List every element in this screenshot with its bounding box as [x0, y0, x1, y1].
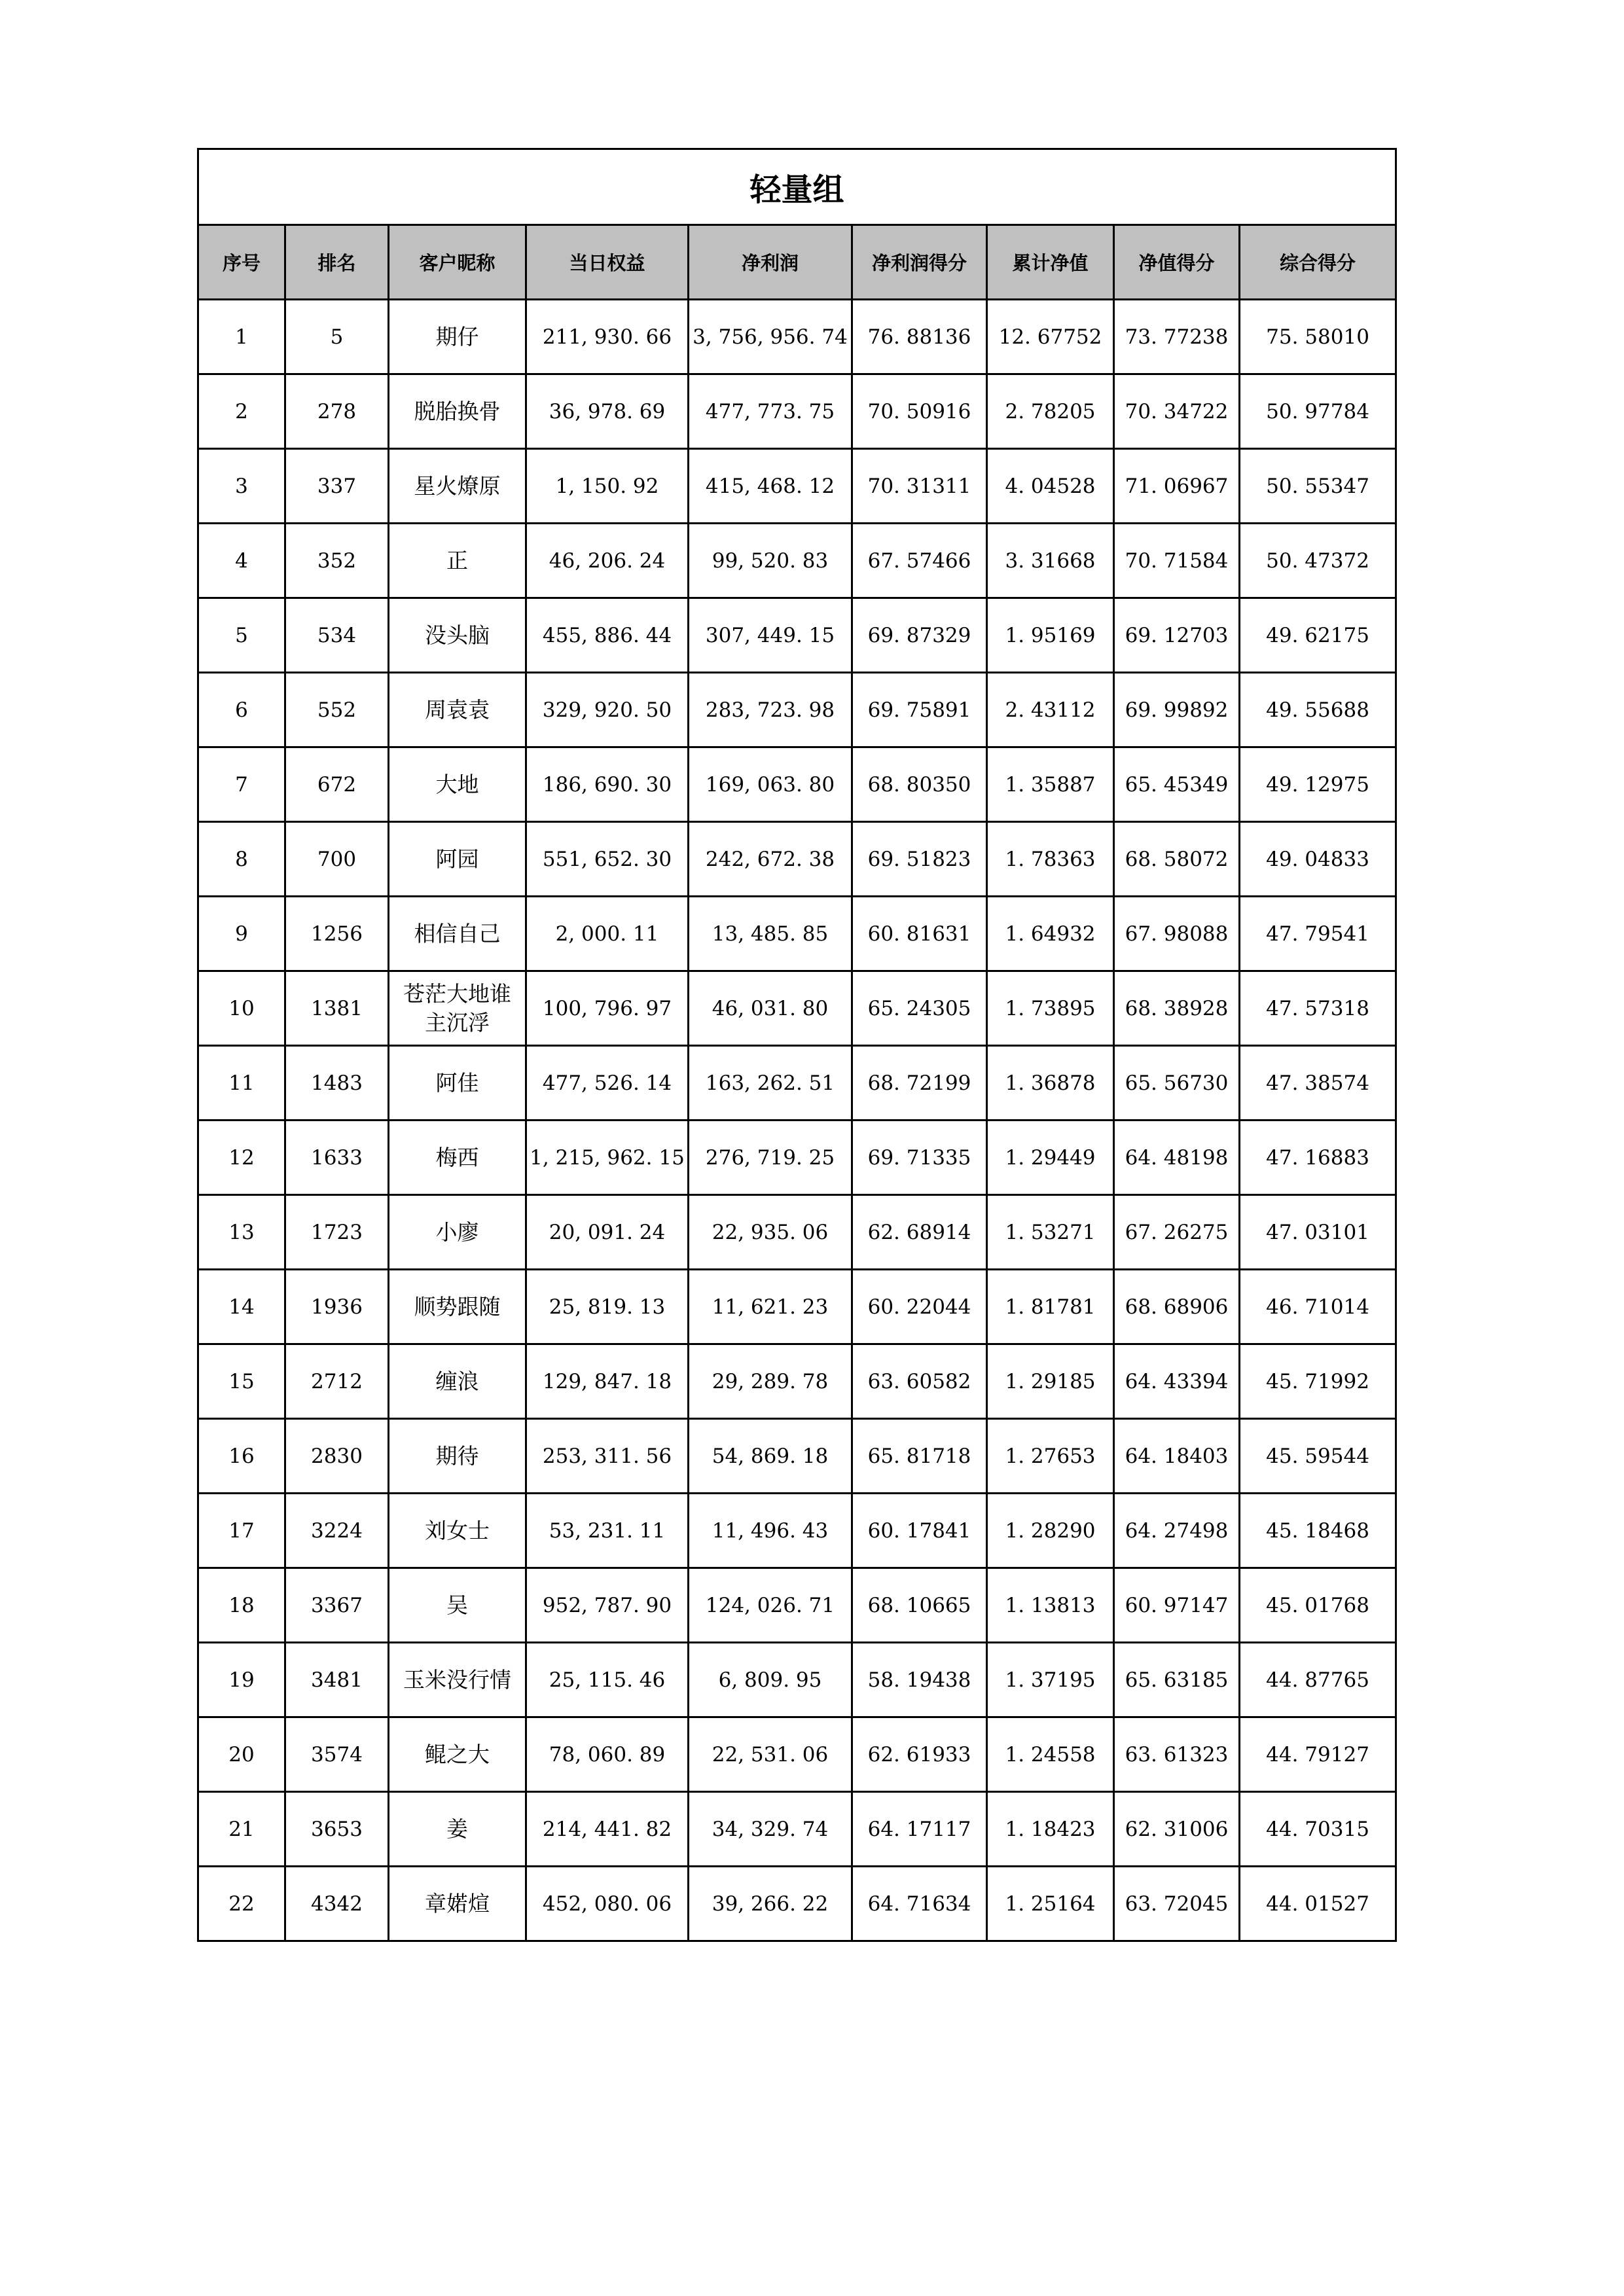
cell-cumulative-nav: 2. 78205: [987, 374, 1114, 449]
cell-rank: 672: [285, 747, 389, 822]
cell-equity: 1, 150. 92: [526, 449, 689, 524]
table-row: [198, 1195, 1396, 1270]
cell-rank: 2712: [285, 1344, 389, 1419]
cell-equity: 46, 206. 24: [526, 524, 689, 598]
cell-seq: 4: [198, 524, 285, 598]
cell-total-score: 44. 70315: [1240, 1792, 1396, 1867]
column-header-seq: 序号: [198, 225, 285, 300]
column-header-total-score: 综合得分: [1240, 225, 1396, 300]
table-row: [198, 897, 1396, 971]
table-row: [198, 598, 1396, 673]
cell-seq: 20: [198, 1717, 285, 1792]
cell-rank: 4342: [285, 1867, 389, 1941]
cell-seq: 19: [198, 1643, 285, 1717]
cell-net-profit: 99, 520. 83: [689, 524, 852, 598]
cell-seq: 6: [198, 673, 285, 747]
cell-profit-score: 62. 68914: [852, 1195, 987, 1270]
cell-equity: 2, 000. 11: [526, 897, 689, 971]
cell-nav-score: 70. 34722: [1114, 374, 1240, 449]
cell-profit-score: 58. 19438: [852, 1643, 987, 1717]
cell-nickname: 顺势跟随: [389, 1270, 526, 1344]
cell-seq: 13: [198, 1195, 285, 1270]
cell-equity: 1, 215, 962. 15: [526, 1121, 689, 1195]
cell-nav-score: 65. 56730: [1114, 1046, 1240, 1121]
cell-total-score: 50. 47372: [1240, 524, 1396, 598]
cell-net-profit: 46, 031. 80: [689, 971, 852, 1046]
cell-nickname: 刘女士: [389, 1494, 526, 1568]
cell-nickname: 周袁袁: [389, 673, 526, 747]
cell-cumulative-nav: 1. 36878: [987, 1046, 1114, 1121]
cell-cumulative-nav: 4. 04528: [987, 449, 1114, 524]
cell-nav-score: 65. 45349: [1114, 747, 1240, 822]
cell-equity: 129, 847. 18: [526, 1344, 689, 1419]
cell-equity: 100, 796. 97: [526, 971, 689, 1046]
cell-seq: 1: [198, 300, 285, 374]
cell-rank: 3224: [285, 1494, 389, 1568]
cell-cumulative-nav: 1. 24558: [987, 1717, 1114, 1792]
cell-net-profit: 6, 809. 95: [689, 1643, 852, 1717]
cell-profit-score: 68. 80350: [852, 747, 987, 822]
cell-profit-score: 65. 81718: [852, 1419, 987, 1494]
cell-cumulative-nav: 1. 27653: [987, 1419, 1114, 1494]
cell-seq: 8: [198, 822, 285, 897]
table-row: [198, 1867, 1396, 1941]
cell-rank: 337: [285, 449, 389, 524]
cell-cumulative-nav: 1. 53271: [987, 1195, 1114, 1270]
cell-nav-score: 68. 58072: [1114, 822, 1240, 897]
cell-net-profit: 477, 773. 75: [689, 374, 852, 449]
cell-seq: 18: [198, 1568, 285, 1643]
cell-profit-score: 68. 10665: [852, 1568, 987, 1643]
cell-rank: 2830: [285, 1419, 389, 1494]
table-row: [198, 1046, 1396, 1121]
cell-cumulative-nav: 3. 31668: [987, 524, 1114, 598]
cell-nav-score: 64. 18403: [1114, 1419, 1240, 1494]
cell-total-score: 75. 58010: [1240, 300, 1396, 374]
cell-total-score: 49. 55688: [1240, 673, 1396, 747]
cell-nickname: 鲲之大: [389, 1717, 526, 1792]
cell-nickname: 期仔: [389, 300, 526, 374]
table-row: [198, 747, 1396, 822]
cell-total-score: 50. 97784: [1240, 374, 1396, 449]
cell-rank: 1936: [285, 1270, 389, 1344]
table-row: [198, 1643, 1396, 1717]
cell-rank: 278: [285, 374, 389, 449]
cell-nickname: 脱胎换骨: [389, 374, 526, 449]
cell-net-profit: 163, 262. 51: [689, 1046, 852, 1121]
cell-profit-score: 64. 17117: [852, 1792, 987, 1867]
table-row: [198, 374, 1396, 449]
cell-equity: 25, 819. 13: [526, 1270, 689, 1344]
cell-nav-score: 68. 38928: [1114, 971, 1240, 1046]
cell-equity: 36, 978. 69: [526, 374, 689, 449]
cell-total-score: 47. 79541: [1240, 897, 1396, 971]
table-row: [198, 1121, 1396, 1195]
table-row: [198, 673, 1396, 747]
cell-nav-score: 67. 26275: [1114, 1195, 1240, 1270]
cell-nav-score: 64. 48198: [1114, 1121, 1240, 1195]
ranking-table: [197, 148, 1397, 1942]
cell-total-score: 45. 18468: [1240, 1494, 1396, 1568]
table-row: [198, 300, 1396, 374]
cell-cumulative-nav: 1. 29185: [987, 1344, 1114, 1419]
table-body: [198, 300, 1396, 1941]
cell-nickname: 玉米没行情: [389, 1643, 526, 1717]
cell-net-profit: 415, 468. 12: [689, 449, 852, 524]
cell-net-profit: 283, 723. 98: [689, 673, 852, 747]
cell-nickname: 相信自己: [389, 897, 526, 971]
cell-profit-score: 60. 81631: [852, 897, 987, 971]
cell-nav-score: 71. 06967: [1114, 449, 1240, 524]
cell-seq: 11: [198, 1046, 285, 1121]
table-row: [198, 1568, 1396, 1643]
cell-profit-score: 69. 75891: [852, 673, 987, 747]
table-row: [198, 1419, 1396, 1494]
cell-profit-score: 69. 51823: [852, 822, 987, 897]
cell-profit-score: 70. 31311: [852, 449, 987, 524]
cell-rank: 1723: [285, 1195, 389, 1270]
cell-seq: 12: [198, 1121, 285, 1195]
cell-equity: 253, 311. 56: [526, 1419, 689, 1494]
table-row: [198, 449, 1396, 524]
cell-net-profit: 11, 496. 43: [689, 1494, 852, 1568]
cell-cumulative-nav: 2. 43112: [987, 673, 1114, 747]
table-row: [198, 1344, 1396, 1419]
cell-seq: 9: [198, 897, 285, 971]
cell-equity: 329, 920. 50: [526, 673, 689, 747]
cell-equity: 452, 080. 06: [526, 1867, 689, 1941]
cell-seq: 22: [198, 1867, 285, 1941]
cell-seq: 17: [198, 1494, 285, 1568]
cell-seq: 10: [198, 971, 285, 1046]
cell-rank: 1483: [285, 1046, 389, 1121]
column-header-profit-score: 净利润得分: [852, 225, 987, 300]
cell-nav-score: 70. 71584: [1114, 524, 1240, 598]
cell-nav-score: 73. 77238: [1114, 300, 1240, 374]
cell-total-score: 47. 57318: [1240, 971, 1396, 1046]
cell-equity: 20, 091. 24: [526, 1195, 689, 1270]
cell-nav-score: 63. 61323: [1114, 1717, 1240, 1792]
cell-rank: 3367: [285, 1568, 389, 1643]
cell-nickname: 星火燎原: [389, 449, 526, 524]
cell-cumulative-nav: 1. 64932: [987, 897, 1114, 971]
cell-net-profit: 54, 869. 18: [689, 1419, 852, 1494]
cell-profit-score: 68. 72199: [852, 1046, 987, 1121]
cell-cumulative-nav: 1. 13813: [987, 1568, 1114, 1643]
cell-nickname: 姜: [389, 1792, 526, 1867]
cell-net-profit: 276, 719. 25: [689, 1121, 852, 1195]
cell-equity: 455, 886. 44: [526, 598, 689, 673]
cell-profit-score: 65. 24305: [852, 971, 987, 1046]
cell-rank: 1256: [285, 897, 389, 971]
table-row: [198, 1717, 1396, 1792]
cell-net-profit: 34, 329. 74: [689, 1792, 852, 1867]
cell-cumulative-nav: 1. 78363: [987, 822, 1114, 897]
cell-nav-score: 63. 72045: [1114, 1867, 1240, 1941]
cell-equity: 53, 231. 11: [526, 1494, 689, 1568]
cell-net-profit: 13, 485. 85: [689, 897, 852, 971]
cell-nav-score: 64. 27498: [1114, 1494, 1240, 1568]
cell-rank: 3481: [285, 1643, 389, 1717]
cell-rank: 352: [285, 524, 389, 598]
cell-profit-score: 63. 60582: [852, 1344, 987, 1419]
cell-seq: 21: [198, 1792, 285, 1867]
cell-nav-score: 67. 98088: [1114, 897, 1240, 971]
cell-profit-score: 67. 57466: [852, 524, 987, 598]
cell-nickname: 梅西: [389, 1121, 526, 1195]
cell-seq: 3: [198, 449, 285, 524]
table-title: 轻量组: [198, 149, 1396, 225]
cell-nickname: 阿佳: [389, 1046, 526, 1121]
table-row: [198, 1270, 1396, 1344]
cell-net-profit: 39, 266. 22: [689, 1867, 852, 1941]
cell-equity: 186, 690. 30: [526, 747, 689, 822]
cell-cumulative-nav: 1. 18423: [987, 1792, 1114, 1867]
cell-nickname: 章婼煊: [389, 1867, 526, 1941]
cell-total-score: 47. 03101: [1240, 1195, 1396, 1270]
cell-nav-score: 64. 43394: [1114, 1344, 1240, 1419]
cell-rank: 534: [285, 598, 389, 673]
cell-rank: 3574: [285, 1717, 389, 1792]
cell-rank: 1381: [285, 971, 389, 1046]
cell-nav-score: 69. 99892: [1114, 673, 1240, 747]
cell-cumulative-nav: 1. 29449: [987, 1121, 1114, 1195]
cell-net-profit: 3, 756, 956. 74: [689, 300, 852, 374]
cell-rank: 552: [285, 673, 389, 747]
cell-equity: 551, 652. 30: [526, 822, 689, 897]
cell-nickname: 缠浪: [389, 1344, 526, 1419]
cell-equity: 78, 060. 89: [526, 1717, 689, 1792]
cell-profit-score: 60. 22044: [852, 1270, 987, 1344]
cell-cumulative-nav: 1. 28290: [987, 1494, 1114, 1568]
cell-total-score: 49. 62175: [1240, 598, 1396, 673]
cell-total-score: 50. 55347: [1240, 449, 1396, 524]
cell-equity: 477, 526. 14: [526, 1046, 689, 1121]
cell-cumulative-nav: 1. 35887: [987, 747, 1114, 822]
cell-total-score: 47. 16883: [1240, 1121, 1396, 1195]
column-header-nickname: 客户昵称: [389, 225, 526, 300]
cell-profit-score: 70. 50916: [852, 374, 987, 449]
cell-seq: 14: [198, 1270, 285, 1344]
cell-cumulative-nav: 1. 25164: [987, 1867, 1114, 1941]
cell-rank: 5: [285, 300, 389, 374]
cell-seq: 7: [198, 747, 285, 822]
cell-nav-score: 69. 12703: [1114, 598, 1240, 673]
cell-total-score: 44. 79127: [1240, 1717, 1396, 1792]
column-header-cumulative-nav: 累计净值: [987, 225, 1114, 300]
cell-nav-score: 68. 68906: [1114, 1270, 1240, 1344]
cell-seq: 2: [198, 374, 285, 449]
cell-rank: 700: [285, 822, 389, 897]
cell-equity: 211, 930. 66: [526, 300, 689, 374]
cell-nickname: 没头脑: [389, 598, 526, 673]
table-row: [198, 1494, 1396, 1568]
cell-total-score: 47. 38574: [1240, 1046, 1396, 1121]
cell-nickname: 期待: [389, 1419, 526, 1494]
cell-total-score: 45. 01768: [1240, 1568, 1396, 1643]
cell-seq: 16: [198, 1419, 285, 1494]
table-row: [198, 1792, 1396, 1867]
cell-profit-score: 76. 88136: [852, 300, 987, 374]
cell-nav-score: 60. 97147: [1114, 1568, 1240, 1643]
cell-nickname: 吴: [389, 1568, 526, 1643]
cell-net-profit: 22, 935. 06: [689, 1195, 852, 1270]
cell-profit-score: 69. 87329: [852, 598, 987, 673]
cell-nickname: 大地: [389, 747, 526, 822]
cell-net-profit: 307, 449. 15: [689, 598, 852, 673]
cell-total-score: 45. 71992: [1240, 1344, 1396, 1419]
cell-net-profit: 242, 672. 38: [689, 822, 852, 897]
cell-total-score: 46. 71014: [1240, 1270, 1396, 1344]
cell-equity: 214, 441. 82: [526, 1792, 689, 1867]
cell-net-profit: 124, 026. 71: [689, 1568, 852, 1643]
cell-total-score: 49. 04833: [1240, 822, 1396, 897]
column-header-net-profit: 净利润: [689, 225, 852, 300]
cell-nickname: 小廖: [389, 1195, 526, 1270]
cell-net-profit: 169, 063. 80: [689, 747, 852, 822]
cell-nickname: 正: [389, 524, 526, 598]
cell-profit-score: 60. 17841: [852, 1494, 987, 1568]
table-row: [198, 971, 1396, 1046]
column-header-nav-score: 净值得分: [1114, 225, 1240, 300]
cell-net-profit: 11, 621. 23: [689, 1270, 852, 1344]
cell-cumulative-nav: 1. 37195: [987, 1643, 1114, 1717]
column-header-rank: 排名: [285, 225, 389, 300]
cell-rank: 3653: [285, 1792, 389, 1867]
cell-net-profit: 29, 289. 78: [689, 1344, 852, 1419]
cell-nickname: 阿园: [389, 822, 526, 897]
cell-equity: 952, 787. 90: [526, 1568, 689, 1643]
cell-nav-score: 65. 63185: [1114, 1643, 1240, 1717]
cell-total-score: 44. 01527: [1240, 1867, 1396, 1941]
cell-seq: 5: [198, 598, 285, 673]
cell-total-score: 44. 87765: [1240, 1643, 1396, 1717]
cell-cumulative-nav: 1. 73895: [987, 971, 1114, 1046]
header-row: [198, 225, 1396, 300]
cell-equity: 25, 115. 46: [526, 1643, 689, 1717]
column-header-equity: 当日权益: [526, 225, 689, 300]
cell-net-profit: 22, 531. 06: [689, 1717, 852, 1792]
cell-nickname: 苍茫大地谁主沉浮: [389, 971, 526, 1046]
cell-profit-score: 62. 61933: [852, 1717, 987, 1792]
cell-cumulative-nav: 1. 95169: [987, 598, 1114, 673]
cell-total-score: 49. 12975: [1240, 747, 1396, 822]
cell-profit-score: 69. 71335: [852, 1121, 987, 1195]
cell-nav-score: 62. 31006: [1114, 1792, 1240, 1867]
cell-seq: 15: [198, 1344, 285, 1419]
cell-rank: 1633: [285, 1121, 389, 1195]
cell-profit-score: 64. 71634: [852, 1867, 987, 1941]
cell-cumulative-nav: 12. 67752: [987, 300, 1114, 374]
table-row: [198, 524, 1396, 598]
cell-cumulative-nav: 1. 81781: [987, 1270, 1114, 1344]
table-row: [198, 822, 1396, 897]
cell-total-score: 45. 59544: [1240, 1419, 1396, 1494]
